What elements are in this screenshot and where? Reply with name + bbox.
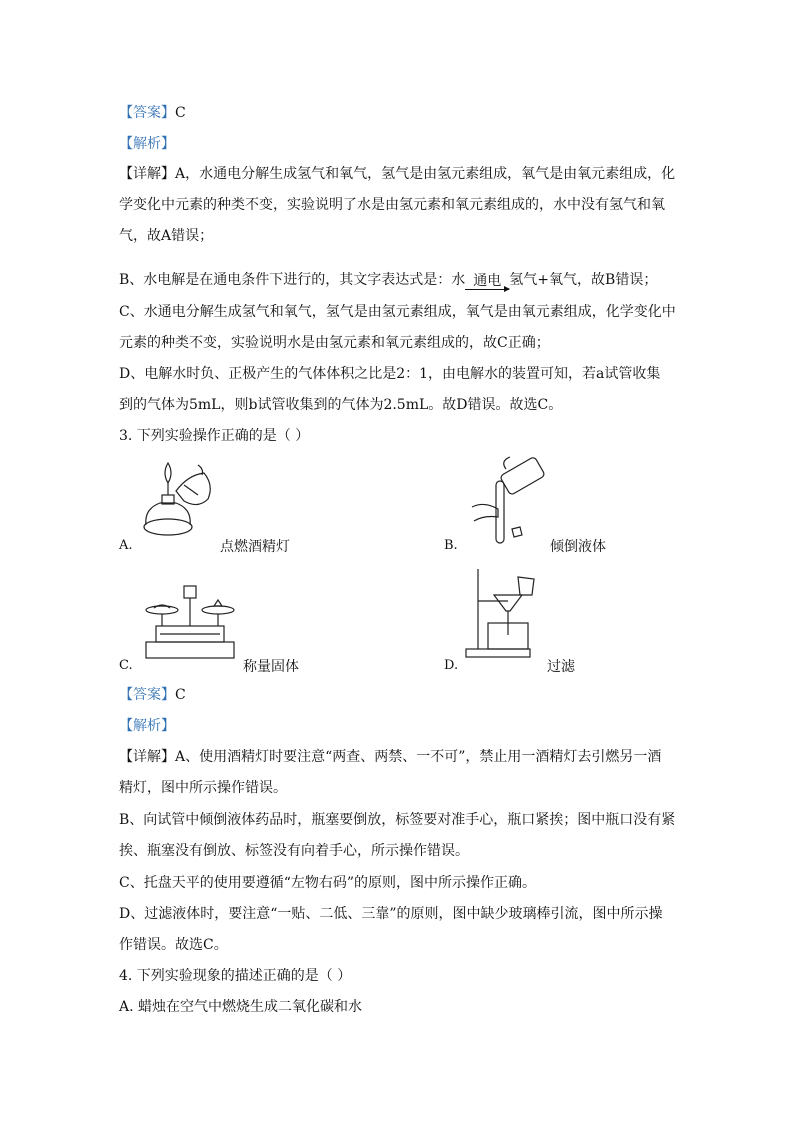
- q3-detail-b-line2: 挨、瓶塞没有倒放、标签没有向着手心，所示操作错误。: [119, 843, 469, 859]
- option-c-letter: C.: [119, 658, 133, 673]
- q4-option-a: A. 蜡烛在空气中燃烧生成二氧化碳和水: [119, 999, 363, 1015]
- detail-text: A、使用酒精灯时要注意“两查、两禁、一不可”，禁止用一酒精灯去引燃另一酒: [175, 749, 662, 765]
- alcohol-lamp-figure: [138, 455, 218, 545]
- option-a-letter: A.: [119, 538, 133, 553]
- q2-detail-c-line2: 元素的种类不变，实验说明水是由氢元素和氧元素组成的，故C正确；: [119, 335, 550, 351]
- q2-detail-b: [119, 270, 657, 290]
- q2-analysis-tag: 【解析】: [119, 136, 175, 152]
- q3-detail-a-line2: 精灯，图中所示操作错误。: [119, 780, 287, 796]
- q3-detail-c-line1: C、托盘天平的使用要遵循“左物右码”的原则，图中所示操作正确。: [119, 875, 537, 891]
- balance-figure: [140, 580, 240, 662]
- q3-detail-d-line2: 作错误。故选C。: [119, 937, 228, 953]
- q2-detail-a-line1: [119, 164, 675, 184]
- q2-detail-d-line2: 到的气体为5mL，则b试管收集到的气体为2.5mL。故D错误。故选C。: [119, 397, 563, 413]
- q3-detail-b-line1: B、向试管中倾倒液体药品时，瓶塞要倒放，标签要对准手心，瓶口紧挨；图中瓶口没有紧: [119, 812, 676, 828]
- b-text-post: 氢气+氧气，故B错误；: [509, 272, 658, 288]
- answer-value: C: [175, 105, 186, 121]
- detail-tag: 【详解】: [119, 749, 175, 765]
- option-a-caption: 点燃酒精灯: [220, 539, 290, 555]
- q2-detail-d-line1: D、电解水时负、正极产生的气体体积之比是2：1，由电解水的装置可知，若a试管收集: [119, 366, 661, 382]
- q2-answer-line: [119, 103, 186, 123]
- option-b-letter: B.: [444, 538, 458, 553]
- option-c-caption: 称量固体: [243, 659, 299, 675]
- q4-question: 4. 下列实验现象的描述正确的是（ ）: [119, 968, 352, 984]
- q2-detail-a-line3: 气，故A错误；: [119, 228, 214, 244]
- q3-answer-line: [119, 685, 186, 705]
- pouring-liquid-figure: [462, 455, 552, 545]
- option-d-letter: D.: [444, 658, 459, 673]
- q3-question: 3. 下列实验操作正确的是（ ）: [119, 428, 310, 444]
- reaction-arrow: [465, 274, 509, 290]
- detail-tag: 【详解】: [119, 166, 175, 182]
- answer-tag: 【答案】: [119, 105, 175, 121]
- arrow-condition: 通电: [473, 273, 502, 289]
- option-d-caption: 过滤: [547, 659, 575, 675]
- q3-detail-d-line1: D、过滤液体时，要注意“一贴、二低、三靠”的原则，图中缺少玻璃棒引流，图中所示操: [119, 906, 663, 922]
- answer-tag: 【答案】: [119, 687, 175, 703]
- q3-analysis-tag: 【解析】: [119, 718, 175, 734]
- q2-detail-a-line2: 学变化中元素的种类不变，实验说明了水是由氢元素和氧元素组成的，水中没有氢气和氧: [119, 197, 665, 213]
- q2-detail-c-line1: C、水通电分解生成氢气和氧气，氢气是由氢元素组成，氧气是由氧元素组成，化学变化中: [119, 304, 676, 320]
- filtration-figure: [462, 565, 542, 660]
- answer-value: C: [175, 687, 186, 703]
- q3-detail-a-line1: [119, 747, 661, 767]
- b-text-pre: B、水电解是在通电条件下进行的，其文字表达式是：水: [119, 272, 466, 288]
- option-b-caption: 倾倒液体: [550, 539, 606, 555]
- detail-text: A，水通电分解生成氢气和氧气，氢气是由氢元素组成，氧气是由氧元素组成，化: [175, 166, 676, 182]
